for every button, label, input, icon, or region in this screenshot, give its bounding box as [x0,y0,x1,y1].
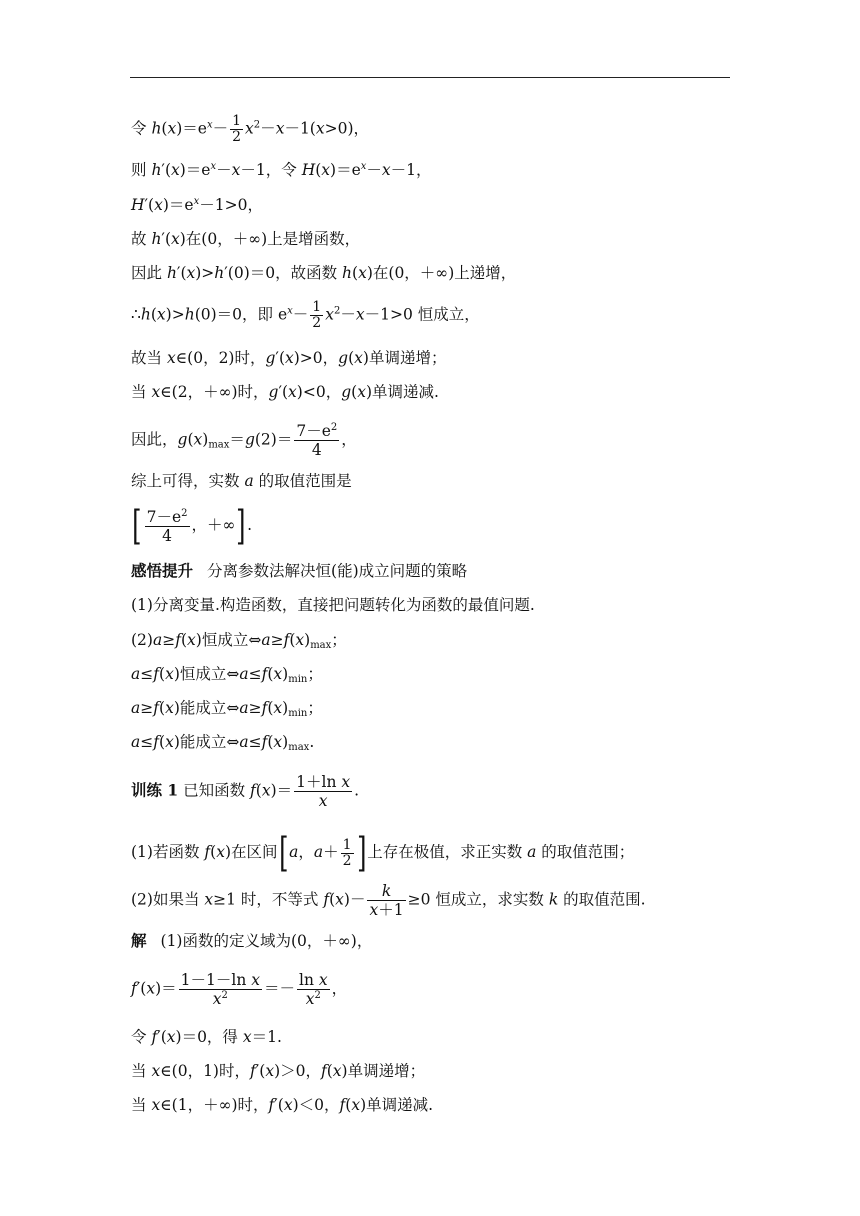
line-strategy-3: a≤f(x)恒成立$\Leftrightarrow a\le f(x)_{min}$； [131,665,323,685]
line-f-decreasing: 当 x∈(1，＋∞)时，f′(x)＜0，f(x)单调递减. [131,1096,434,1114]
fraction-seven-minus-e2-over-4: $\frac{7-e^2}{4}$ [296,422,338,459]
line-f-increasing: 当 x∈(0，1)时，f′(x)＞0，f(x)单调递增； [131,1062,426,1080]
line-H-derivative: $H'(x)=e^x-1>0$， [131,196,263,214]
line-solution-start: 解 (1)函数的定义域为(0，＋∞)， [131,931,373,950]
line-increasing: 故 h′(x)在(0，＋∞)上是增函数， [131,230,361,248]
line-critical-point: 令 f′(x)＝0，得 x＝1. [131,1028,282,1046]
insight-label: 感悟提升 [131,561,194,580]
line-g-increasing: 故当 x∈(0，2)时，g′(x)>0，g(x)单调递增； [131,349,447,367]
header-rule [130,77,730,78]
line-strategy-5: a≤f(x)能成立$\Leftrightarrow a\le f(x)_{max}$. [131,733,315,753]
line-f-derivative: f′(x)＝ $\frac{\text{1－1－ln x}}{x^2}$ ＝－ $\frac{\text{ln x}}{x^2}$ ， [131,971,348,1008]
line-g-decreasing: 当 x∈(2，＋∞)时，g′(x)<0，g(x)单调递减. [131,383,439,401]
fraction-k-over-x-plus-1: $\frac{k}{x+1}$ [369,882,404,919]
fraction-derivative-numerator: $\frac{\text{1－1－ln x}}{x^2}$ [180,971,260,1008]
line-insight-heading: 感悟提升 分离参数法解决恒(能)成立问题的策略 [131,561,468,580]
exercise-label: 训练 1 [131,780,179,800]
line-exercise-heading: 训练 1 已知函数 f(x)＝ $\frac{\text{1＋ln x}}{x}$ . [131,773,360,810]
line-h-definition: 令 $h(x)=e^x-$ $\frac{1}{2}$ $x^2-x-1(x>0)$， [131,113,370,145]
line-question-1: (1)若函数 f(x)在区间[a，a＋ $\frac{1}{2}$ ]上存在极值，求正实数 a 的取值范围； [131,830,635,876]
line-conclusion: 综上可得，实数 a 的取值范围是 [131,472,352,490]
solution-label: 解 [131,931,147,950]
line-inequality-holds: ∴h(x)>h(0)＝0，即 $e^x-$ $\frac{1}{2}$ $x^2-x-1>0$ 恒成立， [131,299,480,331]
line-therefore-increasing: 因此 h′(x)>h′(0)＝0，故函数 h(x)在(0，＋∞)上递增， [131,264,517,282]
fraction-one-half: $\frac{1}{2}$ [312,299,322,331]
fraction-seven-minus-e2-over-4: $\frac{7-e^2}{4}$ [146,507,188,545]
fraction-one-plus-lnx-over-x: $\frac{\text{1＋ln x}}{x}$ [296,773,351,810]
fraction-one-half: $\frac{1}{2}$ [342,836,352,869]
fraction-lnx-over-x2: $\frac{\text{ln x}}{x^2}$ [299,971,328,1008]
line-range-answer: [ $\frac{7-e^2}{4}$ ，＋∞]. [132,503,252,549]
line-h-derivative: 则 $h'(x)=e^x-x-1$，令 $H(x)=e^x-x-1$， [131,161,432,179]
line-question-2: (2)如果当 x≥1 时，不等式 f(x)－ $\frac{k}{x+1}$ ≥0 恒成立，求实数 k 的取值范围. [131,882,646,919]
line-strategy-1: (1)分离变量.构造函数，直接把问题转化为函数的最值问题. [131,596,535,614]
line-strategy-2: (2)a≥f(x)恒成立$\Leftrightarrow a\ge f(x)_{max}$； [131,631,347,651]
line-g-max: 因此，$g(x)_{max}=g(2)=$ $\frac{7-e^2}{4}$ ， [131,422,357,459]
fraction-one-half: $\frac{1}{2}$ [232,113,242,145]
line-strategy-4: a≥f(x)能成立$\Leftrightarrow a\ge f(x)_{min}$； [131,699,323,719]
